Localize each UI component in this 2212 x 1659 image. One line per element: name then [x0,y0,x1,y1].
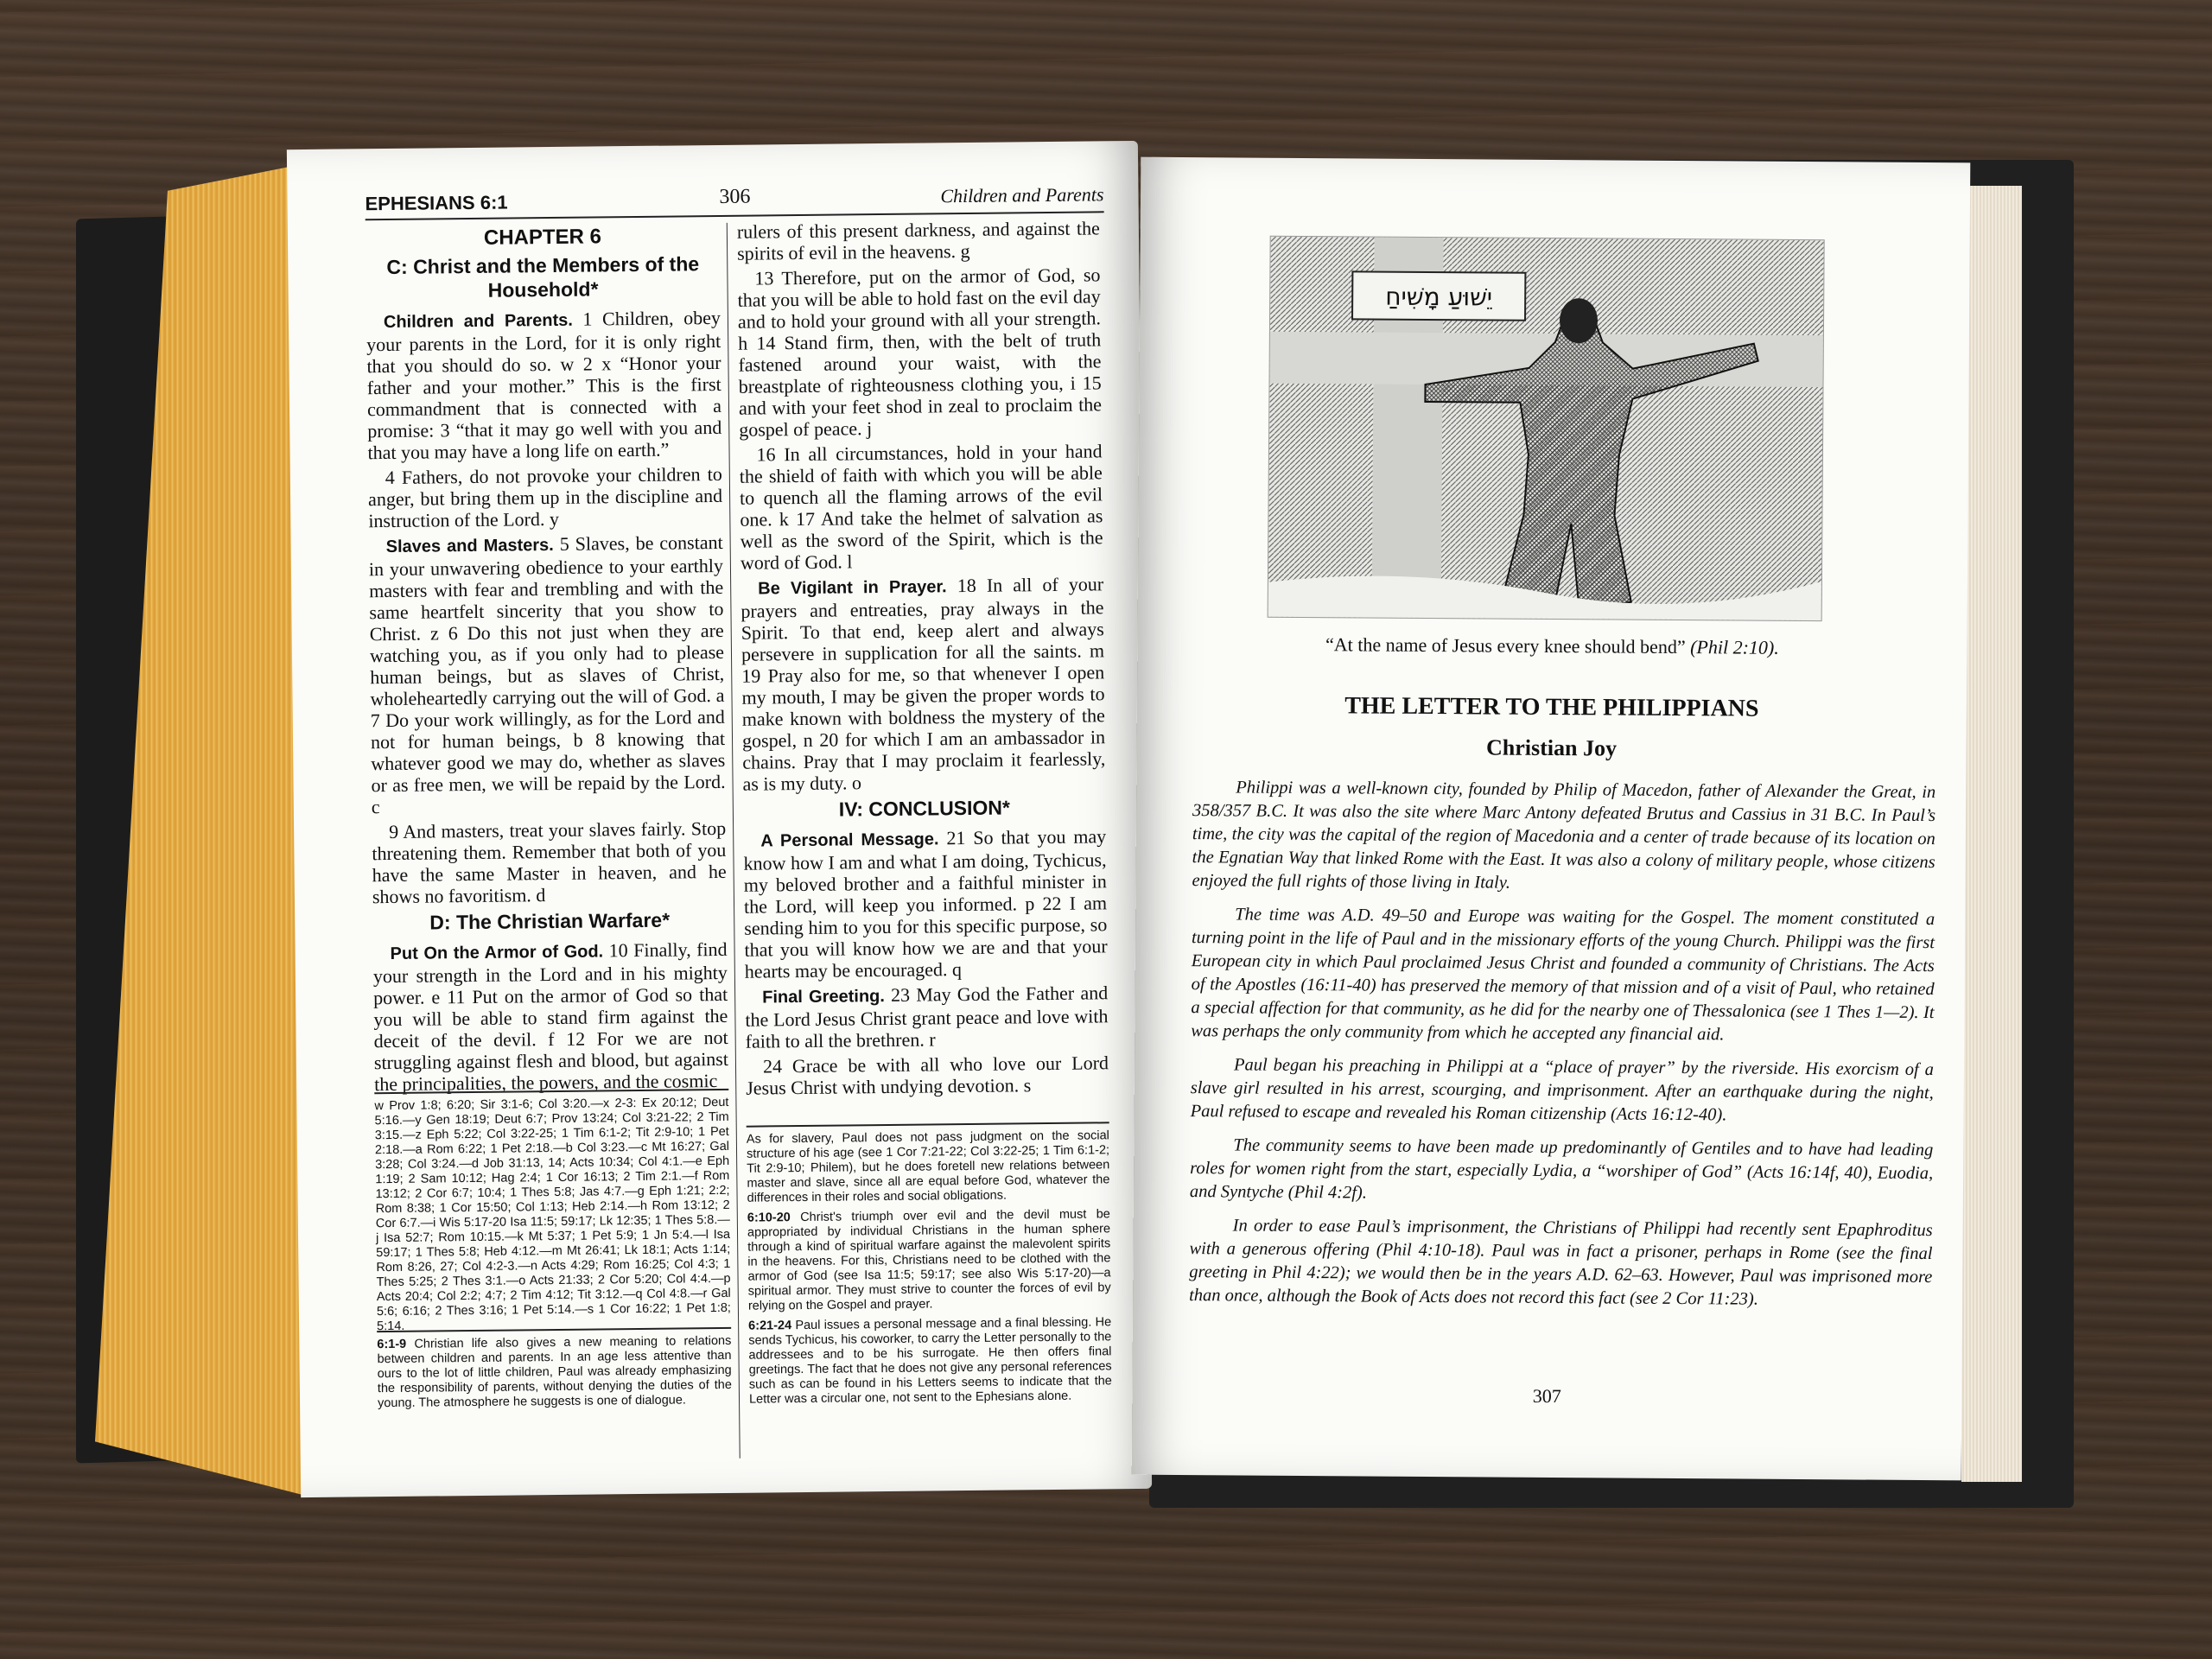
verse-text: 10 Finally, find your strength in the Lord and in his mighty power. e 11 Put on the armor of God so that you will be able to stand firm against the deceit of the devil. f 12 For we are not struggling against flesh and blood, but against the principalities, the powers, and the cosmic [372,938,729,1096]
subheading-slaves: Slaves and Masters. [385,535,554,557]
section-heading-iv: IV: CONCLUSION* [838,796,1011,821]
intro-paragraph: The community seems to have been made up predominantly of Gentiles and to have had leading roles for women right from the start, especially Lydia, a “worshiper of God” (Acts 16:14f, 40), Euodia, and Syntyche (Phil 4:2f). [1189,1135,1934,1203]
illustration-caption [1189,632,1915,660]
note-1-9 [377,1334,732,1411]
text-column-1 [365,225,729,1098]
paragraph-armor-2: 13 Therefore, put on the armor of God, so that you will be able to hold fast on the evil day and to hold your ground with all your strength. h 14 Stand firm, then, with the belt of truth fastened around your waist, with the breastplate of righteousness clothing you, i 15 and with your feet shod in zeal to proclaim the gospel of peace. j [737,264,1103,441]
note-text: Christian life also gives a new meaning to relations between children and parents. In an age less attentive than ours to the lot of little children, Paul was already emphasizing the responsibility of parents, without denying the duties of the young. The atmosphere he suggests is one of dialogue. [377,1333,732,1411]
intro-paragraph: In order to ease Paul’s imprisonment, the Christians of Philippi had recently sent Epaphroditus with a generous offering (Phil 4:10-18). Paul was in fact a prisoner, perhaps in Rome (see the final greeting in Phil 4:22); we would then be in the years A.D. 62–63. However, Paul was imprisoned more than once, although the Book of Acts does not record this fact (see 2 Cor 11:23). [1189,1216,1933,1309]
paragraph-armor [372,938,728,1095]
paragraph-shield: 16 In all circumstances, hold in your hand the shield of faith with which you will be able to quench all the flaming arrows of the evil one. k 17 And take the helmet of salvation as well as the sword of the Spirit, which is the word of God. l [739,440,1103,574]
verse-text: 18 In all of your prayers and entreaties, pray always in the Spirit. To that end, keep alert and always persevere in supplication for all the saints. m 19 Pray also for me, so that whenever I open my mouth, I may be given the proper words to make known with boldness the mystery of the gospel, n 20 for which I am an ambassador in chains. Pray that I may proclaim it fearlessly, as is my duty. o [741,573,1106,795]
note-ref: 6:10-20 [747,1211,791,1225]
paragraph-fathers: 4 Fathers, do not provoke your children to anger, but bring them up in the discipline and instruction of the Lord. y [367,462,723,532]
letter-subtitle: Christian Joy [1485,734,1618,761]
running-head-book: EPHESIANS 6:1 [365,191,508,215]
cross-references [374,1089,731,1339]
paragraph-children [366,307,722,463]
subheading-armor: Put On the Armor of God. [390,942,604,963]
commentary-notes-2 [747,1122,1112,1412]
cross-reference-text: w Prov 1:8; 6:20; Sir 3:1-6; Col 3:20.—x 2-3: Ex 20:12; Deut 5:16.—y Gen 18:19; Deut 6:7; Prov 13:24; Col 3:21-22; 2 Tim 3:15.—z Eph 5:22; Col 3:22-25; 1 Tim 6:1-2; Tit 2:9-10; 1 Pet 2:18.—a Rom 6:22; 1 Pet 2:18.—b Col 3:23.—c Mt 16:27; Gal 3:28; Col 3:24.—d Job 31:13, 14; Acts 10:34; Col 4:1.—e Eph 1:19; 2 Sam 10:12; Hag 2:4; 1 Cor 16:13; 2 Tim 2:1.—f Rom 13:12; 2 Cor 6:7; 10:4; 1 Thes 5:8; Jas 4:7.—g Eph 1:21; 2:2; Rom 8:38; 1 Cor 15:50; Col 1:13; Heb 2:14.—h Rom 13:12; 2 Cor 6:7.—i Wis 5:17-20 Isa 11:5; 59:17; Lk 12:35; 1 Thes 5:8.—j Isa 52:7; Rom 10:15.—k Mt 5:37; 1 Pet 5:9; 1 Jn 5:4.—l Isa 59:17; 1 Thes 5:8; Heb 4:12.—m Mt 26:41; Lk 18:1; Acts 1:14; Rom 8:26, 27; Col 4:2-3.—n Acts 4:29; Rom 16:25; Col 4:3; 1 Thes 5:25; 2 Thes 3:1.—o Acts 21:33; 2 Cor 5:20; Col 4:4.—p Acts 20:4; Col 2:2; 4:7; 2 Tim 4:12; Tit 3:12.—q Col 4:8.—r Gal 5:6; 6:16; 2 Thes 3:16; 1 Pet 5:14.—s 1 Cor 16:22; 1 Pet 1:8; 5:14. [374,1095,732,1334]
subheading-greeting: Final Greeting. [762,987,886,1007]
note-21-24 [748,1315,1112,1407]
running-head [365,180,1103,220]
section-heading-d: D: The Christian Warfare* [429,908,671,934]
paragraph-vigilant [741,573,1106,794]
running-head-title: Children and Parents [940,183,1104,207]
introduction-text [1189,776,1936,1323]
note-slavery: As for slavery, Paul does not pass judgment on the social structure of his age (see 1 Cor 7:21-22; Col 3:22-25; 1 Tim 6:1-2; Tit 2:9-10; Philem), but he does foretell new relations between master and slave, since all are equal before God, whatever the differences in their roles and social obligations. [746,1128,1110,1205]
illustration-sign-text: יֵשׁוּעַ מָשִׁיחַ [1385,282,1493,312]
left-page [287,141,1152,1497]
page-number: 306 [719,185,751,208]
paragraph-personal [743,825,1108,982]
letter-title: THE LETTER TO THE PHILIPPIANS [1344,692,1759,722]
subheading-personal: A Personal Message. [760,830,939,851]
note-10-20 [747,1207,1111,1313]
paragraph-grace: 24 Grace be with all who love our Lord Jesus Christ with undying devotion. s [746,1052,1109,1099]
paragraph-masters: 9 And masters, treat your slaves fairly. Stop threatening them. Remember that both of you have the same Master in heaven, and he shows no favoritism. d [372,817,727,908]
note-text: Paul issues a personal message and a final blessing. He sends Tychicus, his coworker, to carry the Letter personally to the addressees and to be his surrogate. He then offers final greetings. The fact that he does not give any personal references such as can be found in his Letters seems to indicate that the Letter was a circular one, not sent to the Ephesians alone. [748,1315,1112,1407]
paragraph-slaves [369,531,726,817]
page-edges-right [1961,186,2022,1482]
verse-text: 21 So that you may know how I am and what I am doing, Tychicus, my beloved brother and a faithful minister in the Lord, will keep you informed. p 22 I am sending him to you for this specific purpose, so that you will know how we are and that your hearts may be encouraged. q [743,825,1108,982]
intro-paragraph: The time was A.D. 49–50 and Europe was waiting for the Gospel. The moment constituted a turning point in the life of Paul and in the missionary efforts of the young Church. Philippi was the first European city in which Paul proclaimed Jesus Christ and founded a community of Christians. The Acts of the Apostles (16:11-40) has preserved the memory of that mission and of a visit of Paul, who retained a special affection for that community, as he did for the nearby one of Thessalonica (see 1 Thes 1—2). It was perhaps the only community from which he accepted any financial aid. [1191,905,1936,1045]
intro-paragraph: Paul began his preaching in Philippi at a “place of prayer” by the riverside. His exorcism of a slave girl resulted in his arrest, scourging, and imprisonment. After an earthquake during the night, Paul refused to escape and revealed his Roman citizenship (Acts 16:12-40). [1190,1055,1935,1125]
verse-text: 23 May God the Father and the Lord Jesus Christ grant peace and love with faith to all the brethren. r [745,982,1109,1052]
caption-reference: (Phil 2:10). [1690,636,1779,658]
commentary-notes-1 [377,1327,732,1416]
illustration-cross [1268,236,1825,621]
intro-paragraph: Philippi was a well-known city, founded by Philip of Macedon, father of Alexander the Great, in 358/357 B.C. It was also the site where Marc Antony defeated Brutus and Cassius in 31 B.C. In Paul’s time, the city was the capital of the region of Macedonia and a center of trade because of its location on the Egnatian Way that linked Rome with the East. It was also a colony of military people, whose citizens enjoyed the full rights of those living in Italy. [1192,778,1936,893]
note-ref: 6:21-24 [748,1319,792,1333]
caption-text: “At the name of Jesus every knee should bend” [1325,633,1686,658]
subheading-children: Children and Parents. [383,310,573,333]
note-text: Christ's triumph over evil and the devil must be appropriated by individual Christians in the human sphere through a kind of spiritual warfare against the malevolent spirits in the heavens. For this, Christians need to be clothed with the armor of God (see Isa 11:5; 59:17; see also Wis 5:17-20)—a spiritual armor. They must strive to counter the forces of evil by relying on the Gospel and prayer. [747,1207,1111,1313]
chapter-heading: CHAPTER 6 [483,225,602,250]
cross-drawing [1268,237,1824,620]
note-ref: 6:1-9 [377,1337,407,1352]
verse-text: 1 Children, obey your parents in the Lord, for it is only right that you should do so. w 2 x “Honor your father and your mother.” This is the first commandment that is connected with a promise: 3 “that it may go well with you and that you may have a long life on earth.” [366,306,722,464]
right-page [1132,157,1971,1481]
verse-text: 5 Slaves, be constant in your unwavering obedience to your earthly masters with fear and trembling and with the same heartfelt sincerity that you show to Christ. z 6 Do this not just when they are watching you, as if you only had to please human beings, but as slaves of Christ, wholeheartedly carrying out the will of God. a 7 Do your work willingly, as for the Lord and not for human beings, b 8 knowing that whatever good we may do, whether as slaves or as free men, we will be repaid by the Lord. c [368,531,726,818]
section-heading-c: C: Christ and the Members of the Household* [386,252,700,302]
paragraph-continued: rulers of this present darkness, and against the spirits of evil in the heavens. g [736,217,1100,264]
text-column-2 [737,217,1109,1102]
subheading-vigilant: Be Vigilant in Prayer. [758,577,947,599]
page-number-right: 307 [1532,1384,1561,1408]
paragraph-greeting [745,982,1109,1052]
